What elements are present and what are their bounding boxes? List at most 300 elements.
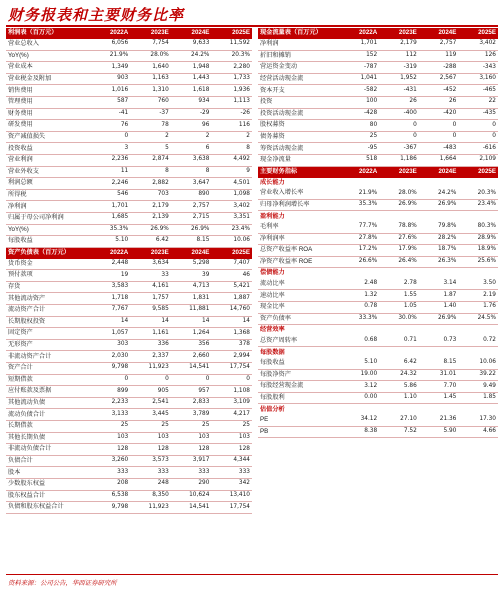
row-label: 所得税 [6, 189, 90, 201]
row-label: PE [258, 415, 340, 426]
value-cell: 1,161 [130, 328, 171, 340]
value-cell: 3,133 [90, 409, 131, 421]
income-statement-table [6, 28, 252, 248]
value-cell: 8 [130, 166, 171, 178]
value-cell: 0 [211, 374, 252, 386]
value-cell: 4,344 [211, 455, 252, 467]
value-cell: 1.45 [419, 392, 459, 404]
value-cell: 2 [171, 131, 212, 143]
value-cell: -616 [458, 143, 498, 155]
value-cell: 333 [90, 467, 131, 479]
value-cell: 248 [130, 478, 171, 490]
value-cell: 46 [211, 270, 252, 282]
row-label: 营业外收支 [6, 166, 90, 178]
row-label: 总资产收益率 ROA [258, 245, 340, 257]
value-cell: 96 [171, 120, 212, 132]
value-cell: 26.9% [171, 224, 212, 236]
value-cell: 4,217 [211, 409, 252, 421]
value-cell: 703 [130, 189, 171, 201]
value-cell: 3 [90, 143, 131, 155]
value-cell: 18.9% [458, 245, 498, 257]
year-header: 2025E [211, 28, 252, 39]
value-cell: 24.2% [419, 188, 459, 199]
table-row [258, 62, 498, 74]
value-cell: 2,179 [130, 201, 171, 213]
value-cell: 1.40 [419, 302, 459, 314]
year-header: 2024E [171, 248, 212, 259]
value-cell: 9,798 [90, 502, 131, 514]
value-cell: -452 [419, 85, 459, 97]
row-label: 投资活动现金流 [258, 108, 340, 120]
row-label: 债务募资 [258, 131, 340, 143]
value-cell: 3,789 [171, 409, 212, 421]
row-label: 速动比率 [258, 290, 340, 302]
row-label: 营业税金及附加 [6, 73, 90, 85]
value-cell: 7.70 [419, 381, 459, 393]
value-cell: 4,492 [211, 154, 252, 166]
value-cell: 2,541 [130, 397, 171, 409]
row-label: 净利润 [258, 39, 340, 50]
row-label: 每股股利 [258, 392, 340, 404]
row-label: PB [258, 426, 340, 438]
value-cell: 8.38 [340, 426, 380, 438]
value-cell: 126 [458, 50, 498, 62]
row-label: 现金比率 [258, 302, 340, 314]
value-cell: 0.71 [379, 336, 419, 347]
value-cell: 35.3% [340, 199, 380, 211]
value-cell: 3.14 [419, 279, 459, 290]
value-cell: 128 [90, 444, 131, 456]
value-cell: 14,541 [171, 502, 212, 514]
row-label: 资本开支 [258, 85, 340, 97]
value-cell: 28.2% [419, 233, 459, 245]
value-cell: 14 [211, 316, 252, 328]
table-row [6, 490, 252, 502]
table-row [6, 108, 252, 120]
value-cell: -400 [379, 108, 419, 120]
value-cell: 76 [90, 120, 131, 132]
value-cell: 21.36 [419, 415, 459, 426]
value-cell: 2,280 [211, 62, 252, 74]
value-cell: 1.10 [379, 392, 419, 404]
ratio-group-row [258, 347, 498, 358]
value-cell: 103 [90, 432, 131, 444]
row-label: YoY(%) [6, 224, 90, 236]
table-row [6, 259, 252, 270]
value-cell: 25 [211, 421, 252, 433]
row-label: 现金净流量 [258, 154, 340, 166]
value-cell: 0 [379, 131, 419, 143]
row-label: 资产合计 [6, 363, 90, 375]
value-cell: 3,445 [130, 409, 171, 421]
source-note: 资料来源：公司公告，华西证券研究所 [8, 580, 117, 587]
value-cell: 2,139 [130, 212, 171, 224]
value-cell: -29 [171, 108, 212, 120]
ratios-header-row [258, 167, 498, 178]
table-row [6, 432, 252, 444]
value-cell: 35.3% [90, 224, 131, 236]
year-header: 2025E [211, 248, 252, 259]
table-row [6, 178, 252, 190]
value-cell: 2,882 [130, 178, 171, 190]
value-cell: 1,310 [130, 85, 171, 97]
table-row [258, 279, 498, 290]
value-cell: 518 [340, 154, 380, 166]
value-cell: -483 [419, 143, 459, 155]
right-panel [258, 28, 498, 438]
value-cell: 9,633 [171, 39, 212, 50]
table-row [6, 236, 252, 248]
row-label: 无形资产 [6, 339, 90, 351]
value-cell: 4,713 [171, 281, 212, 293]
table-row [258, 131, 498, 143]
row-label: YoY(%) [6, 50, 90, 62]
value-cell: -435 [458, 108, 498, 120]
value-cell: 10.06 [458, 358, 498, 369]
value-cell: 1.55 [379, 290, 419, 302]
table-row [6, 363, 252, 375]
row-label: 预付款项 [6, 270, 90, 282]
table-row [258, 358, 498, 369]
table-row [6, 305, 252, 317]
value-cell: 23.4% [458, 199, 498, 211]
value-cell: 39 [171, 270, 212, 282]
value-cell: 14,760 [211, 305, 252, 317]
year-header: 2022A [340, 28, 380, 39]
value-cell: 3,573 [130, 455, 171, 467]
value-cell: 78.8% [379, 222, 419, 233]
row-label: 货币资金 [6, 259, 90, 270]
value-cell: 0 [379, 120, 419, 132]
value-cell: 25.6% [458, 256, 498, 268]
balance-header: 资产负债表（百万元） [6, 248, 90, 259]
value-cell: 4,501 [211, 178, 252, 190]
table-row [6, 293, 252, 305]
row-label: 每股净资产 [258, 369, 340, 381]
ratio-group-title: 盈利能力 [260, 212, 285, 220]
value-cell: 3.50 [458, 279, 498, 290]
value-cell: 303 [90, 339, 131, 351]
value-cell: 1.76 [458, 302, 498, 314]
value-cell: 3,260 [90, 455, 131, 467]
table-row [258, 199, 498, 211]
value-cell: -41 [90, 108, 131, 120]
value-cell: 1.85 [458, 392, 498, 404]
value-cell: -465 [458, 85, 498, 97]
table-row [258, 415, 498, 426]
value-cell: 10,624 [171, 490, 212, 502]
value-cell: 3,160 [458, 73, 498, 85]
table-row [258, 290, 498, 302]
value-cell: 1,368 [211, 328, 252, 340]
value-cell: 26.9% [419, 199, 459, 211]
value-cell: 30.0% [379, 313, 419, 325]
value-cell: 3,638 [171, 154, 212, 166]
row-label: 短期借款 [6, 374, 90, 386]
table-row [6, 409, 252, 421]
value-cell: 119 [419, 50, 459, 62]
value-cell: 2,757 [419, 39, 459, 50]
value-cell: 26.9% [419, 313, 459, 325]
value-cell: 28.9% [458, 233, 498, 245]
row-label: 资产减值损失 [6, 131, 90, 143]
value-cell: 1,163 [130, 73, 171, 85]
value-cell: 0 [419, 120, 459, 132]
value-cell: 18.7% [419, 245, 459, 257]
value-cell: 152 [340, 50, 380, 62]
value-cell: 21.9% [340, 188, 380, 199]
table-row [6, 444, 252, 456]
row-label: 每股收益 [6, 236, 90, 248]
table-row [6, 328, 252, 340]
row-label: 非流动负债合计 [6, 444, 90, 456]
value-cell: 25 [171, 421, 212, 433]
value-cell: 103 [171, 432, 212, 444]
value-cell: 3,647 [171, 178, 212, 190]
table-row [258, 96, 498, 108]
row-label: 应付账款及票据 [6, 386, 90, 398]
value-cell: 25 [130, 421, 171, 433]
value-cell: 2,233 [90, 397, 131, 409]
value-cell: 6,056 [90, 39, 131, 50]
table-row [258, 392, 498, 404]
value-cell: 1,952 [379, 73, 419, 85]
value-cell: 34.12 [340, 415, 380, 426]
table-row [258, 302, 498, 314]
value-cell: 0 [90, 374, 131, 386]
value-cell: 17,754 [211, 363, 252, 375]
value-cell: 1,108 [211, 386, 252, 398]
table-row [6, 374, 252, 386]
table-row [6, 212, 252, 224]
balance-header-row [6, 248, 252, 259]
row-label: 销售费用 [6, 85, 90, 97]
table-row [258, 426, 498, 438]
table-row [6, 421, 252, 433]
value-cell: 11,881 [171, 305, 212, 317]
table-row [6, 189, 252, 201]
value-cell: 2 [130, 131, 171, 143]
value-cell: 28.0% [130, 50, 171, 62]
value-cell: 342 [211, 478, 252, 490]
table-row [258, 143, 498, 155]
value-cell: 587 [90, 96, 131, 108]
row-label: 研发费用 [6, 120, 90, 132]
value-cell: 11,923 [130, 363, 171, 375]
value-cell: 2 [211, 131, 252, 143]
table-row [258, 233, 498, 245]
value-cell: 17,754 [211, 502, 252, 514]
value-cell: 26.4% [379, 256, 419, 268]
table-row [6, 166, 252, 178]
row-label: 折旧和摊销 [258, 50, 340, 62]
value-cell: 934 [171, 96, 212, 108]
value-cell: 1,948 [171, 62, 212, 74]
ratio-group-title: 偿债能力 [260, 269, 285, 277]
value-cell: 2,179 [379, 39, 419, 50]
ratio-group-title: 经营效率 [260, 326, 285, 334]
cash-flow-table [258, 28, 498, 167]
value-cell: 3.12 [340, 381, 380, 393]
value-cell: 28.0% [379, 188, 419, 199]
table-row [6, 62, 252, 74]
value-cell: 25 [340, 131, 380, 143]
value-cell: -288 [419, 62, 459, 74]
table-row [258, 222, 498, 233]
row-label: 流动负债合计 [6, 409, 90, 421]
value-cell: 1,098 [211, 189, 252, 201]
value-cell: 39.22 [458, 369, 498, 381]
year-header: 2022A [340, 167, 380, 178]
table-row [6, 467, 252, 479]
value-cell: -582 [340, 85, 380, 97]
value-cell: 3,402 [458, 39, 498, 50]
year-header: 2023E [130, 28, 171, 39]
year-header: 2023E [379, 167, 419, 178]
year-header: 2022A [90, 28, 131, 39]
value-cell: 0.68 [340, 336, 380, 347]
value-cell: 7,754 [130, 39, 171, 50]
year-header: 2025E [458, 28, 498, 39]
row-label: 固定资产 [6, 328, 90, 340]
value-cell: 5.10 [340, 358, 380, 369]
row-label: 毛利率 [258, 222, 340, 233]
value-cell: 1,701 [340, 39, 380, 50]
value-cell: 2,567 [419, 73, 459, 85]
value-cell: 378 [211, 339, 252, 351]
value-cell: 5.86 [379, 381, 419, 393]
value-cell: 6.42 [379, 358, 419, 369]
value-cell: 14 [171, 316, 212, 328]
value-cell: 116 [211, 120, 252, 132]
title-divider [6, 25, 498, 27]
ratio-group-row [258, 268, 498, 279]
value-cell: 5 [130, 143, 171, 155]
value-cell: 112 [379, 50, 419, 62]
table-row [6, 154, 252, 166]
value-cell: 22 [458, 96, 498, 108]
value-cell: 9 [211, 166, 252, 178]
value-cell: 0 [130, 374, 171, 386]
table-row [6, 96, 252, 108]
value-cell: -95 [340, 143, 380, 155]
value-cell: 2,757 [171, 201, 212, 213]
year-header: 2023E [130, 248, 171, 259]
value-cell: 9.49 [458, 381, 498, 393]
year-header: 2024E [419, 167, 459, 178]
row-label: 每股经营现金流 [258, 381, 340, 393]
year-header: 2025E [458, 167, 498, 178]
ratio-group-row [258, 211, 498, 222]
value-cell: 24.2% [171, 50, 212, 62]
footer-divider [6, 574, 498, 575]
value-cell: 26 [379, 96, 419, 108]
row-label: 其他流动负债 [6, 397, 90, 409]
value-cell: 9,585 [130, 305, 171, 317]
value-cell: 1,041 [340, 73, 380, 85]
left-panel [6, 28, 252, 514]
value-cell: 356 [171, 339, 212, 351]
table-row [6, 50, 252, 62]
value-cell: 760 [130, 96, 171, 108]
value-cell: 27.6% [379, 233, 419, 245]
table-row [258, 256, 498, 268]
value-cell: 6,538 [90, 490, 131, 502]
value-cell: 0 [171, 374, 212, 386]
income-header: 利润表（百万元） [6, 28, 90, 39]
value-cell: 5.10 [90, 236, 131, 248]
value-cell: 2,109 [458, 154, 498, 166]
value-cell: 20.3% [211, 50, 252, 62]
cashflow-header-row [258, 28, 498, 39]
table-row [6, 397, 252, 409]
row-label: 股权募资 [258, 120, 340, 132]
value-cell: 6.42 [130, 236, 171, 248]
table-row [258, 73, 498, 85]
ratios-header: 主要财务指标 [258, 167, 340, 178]
value-cell: 3,917 [171, 455, 212, 467]
value-cell: 2,874 [130, 154, 171, 166]
value-cell: 11,592 [211, 39, 252, 50]
value-cell: 3,351 [211, 212, 252, 224]
value-cell: 19.00 [340, 369, 380, 381]
value-cell: 21.9% [90, 50, 131, 62]
table-row [258, 313, 498, 325]
table-row [6, 39, 252, 50]
value-cell: 128 [211, 444, 252, 456]
value-cell: 11,923 [130, 502, 171, 514]
value-cell: 78 [130, 120, 171, 132]
value-cell: 4,161 [130, 281, 171, 293]
row-label: 净资产收益率 ROE [258, 256, 340, 268]
row-label: 负债合计 [6, 455, 90, 467]
table-row [6, 270, 252, 282]
table-row [258, 50, 498, 62]
value-cell: 290 [171, 478, 212, 490]
value-cell: 7,407 [211, 259, 252, 270]
value-cell: 1.32 [340, 290, 380, 302]
value-cell: 903 [90, 73, 131, 85]
table-row [258, 336, 498, 347]
row-label: 营业收入增长率 [258, 188, 340, 199]
value-cell: 33.3% [340, 313, 380, 325]
table-row [258, 120, 498, 132]
table-row [6, 502, 252, 514]
value-cell: 128 [171, 444, 212, 456]
row-label: 股东权益合计 [6, 490, 90, 502]
income-header-row [6, 28, 252, 39]
row-label: 存货 [6, 281, 90, 293]
value-cell: 11 [90, 166, 131, 178]
value-cell: 2,833 [171, 397, 212, 409]
value-cell: 103 [130, 432, 171, 444]
value-cell: 1,685 [90, 212, 131, 224]
value-cell: -420 [419, 108, 459, 120]
value-cell: 24.5% [458, 313, 498, 325]
value-cell: 3,583 [90, 281, 131, 293]
value-cell: 0 [458, 120, 498, 132]
value-cell: 77.7% [340, 222, 380, 233]
value-cell: 2.48 [340, 279, 380, 290]
value-cell: 128 [130, 444, 171, 456]
value-cell: 8 [171, 166, 212, 178]
ratio-group-title: 成长能力 [260, 178, 285, 186]
value-cell: 3,634 [130, 259, 171, 270]
value-cell: 100 [340, 96, 380, 108]
value-cell: 14 [90, 316, 131, 328]
value-cell: 23.4% [211, 224, 252, 236]
row-label: 少数股东权益 [6, 478, 90, 490]
